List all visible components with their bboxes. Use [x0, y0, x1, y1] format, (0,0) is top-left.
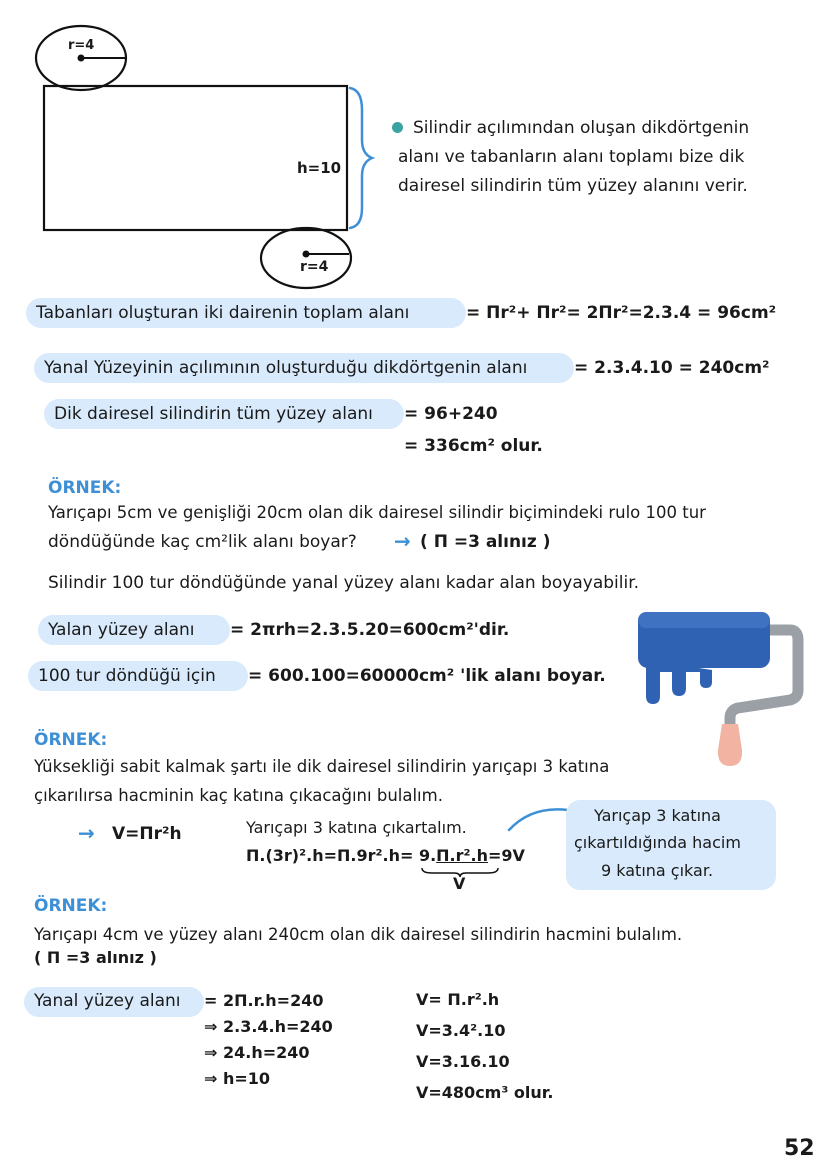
example-2-heading: ÖRNEK:	[34, 730, 108, 750]
example-3-question-1: Yarıçapı 4cm ve yüzey alanı 240cm olan dik dairesel silindirin hacmini bulalım.	[34, 925, 683, 944]
bases-label: Tabanları oluşturan iki dairenin toplam alanı	[36, 303, 410, 323]
lateral-value: = 2.3.4.10 = 240cm²	[574, 358, 770, 378]
work-line-2-prefix: Π.(3r)².h=Π.9r².h= 9.	[246, 846, 437, 865]
lateral-label: Yanal Yüzeyinin açılımının oluşturduğu dikdörtgenin alanı	[44, 358, 528, 378]
intro-line-2: alanı ve tabanların alanı toplamı bize dik	[398, 147, 745, 167]
example-3-volume-4: V=480cm³ olur.	[416, 1083, 554, 1102]
bottom-radius-label: r=4	[300, 259, 329, 275]
example-1-lateral-label: Yalan yüzey alanı	[48, 620, 195, 640]
example-3-step-4: ⇒ h=10	[204, 1069, 271, 1088]
example-2-question-1: Yüksekliği sabit kalmak şartı ile dik dairesel silindirin yarıçapı 3 katına	[34, 757, 610, 776]
example-2-formula: V=Πr²h	[112, 824, 182, 844]
example-1-question-2: döndüğünde kaç cm²lik alanı boyar?	[48, 532, 357, 552]
total-label: Dik dairesel silindirin tüm yüzey alanı	[54, 404, 373, 424]
note-line-1: Yarıçap 3 katına	[594, 806, 721, 825]
example-1-heading: ÖRNEK:	[48, 478, 122, 498]
example-1-hint: ( Π =3 alınız )	[420, 532, 551, 552]
bullet-dot-icon	[392, 122, 403, 133]
example-3-volume-3: V=3.16.10	[416, 1052, 510, 1071]
example-2-work-2	[246, 846, 525, 866]
cylinder-net-diagram	[0, 0, 380, 300]
example-1-question-1: Yarıçapı 5cm ve genişliği 20cm olan dik dairesel silindir biçimindeki rulo 100 tur	[48, 503, 706, 522]
example-3-question-2: ( Π =3 alınız )	[34, 948, 157, 967]
example-3-lateral-label: Yanal yüzey alanı	[34, 991, 181, 1011]
example-2-work-1: Yarıçapı 3 katına çıkartalım.	[246, 818, 467, 837]
example-3-step-3: ⇒ 24.h=240	[204, 1043, 310, 1062]
example-3-step-2: ⇒ 2.3.4.h=240	[204, 1017, 333, 1036]
page-number: 52	[784, 1136, 815, 1161]
arrow-right-icon: →	[394, 529, 411, 553]
example-1-lateral-value: = 2πrh=2.3.5.20=600cm²'dir.	[230, 620, 510, 640]
total-value-2: = 336cm² olur.	[404, 436, 543, 456]
work-line-2-underlined: Π.r².h	[436, 846, 488, 865]
intro-line-1: Silindir açılımından oluşan dikdörtgenin	[413, 118, 750, 138]
total-value-1: = 96+240	[404, 404, 498, 424]
example-3-volume-1: V= Π.r².h	[416, 990, 500, 1009]
top-radius-label: r=4	[68, 38, 95, 53]
bases-value: = Πr²+ Πr²= 2Πr²=2.3.4 = 96cm²	[466, 303, 777, 323]
example-1-result-label: 100 tur döndüğü için	[38, 666, 216, 686]
example-3-heading: ÖRNEK:	[34, 896, 108, 916]
note-line-3: 9 katına çıkar.	[601, 861, 714, 880]
arrow-right-icon-2: →	[78, 821, 95, 845]
example-1-result-value: = 600.100=60000cm² 'lik alanı boyar.	[248, 666, 606, 686]
example-2-question-2: çıkarılırsa hacminin kaç katına çıkacağını bulalım.	[34, 786, 443, 805]
height-label: h=10	[297, 159, 342, 177]
example-3-volume-2: V=3.4².10	[416, 1021, 506, 1040]
example-1-statement: Silindir 100 tur döndüğünde yanal yüzey alanı kadar alan boyayabilir.	[48, 573, 640, 593]
work-line-2-suffix: =9V	[488, 846, 525, 865]
height-brace	[350, 88, 372, 228]
example-2-under-label: V	[453, 874, 466, 893]
intro-line-3: dairesel silindirin tüm yüzey alanını verir.	[398, 176, 748, 196]
example-3-step-1: = 2Π.r.h=240	[204, 991, 324, 1010]
paint-roller-icon	[630, 600, 828, 770]
note-line-2: çıkartıldığında hacim	[574, 833, 741, 852]
